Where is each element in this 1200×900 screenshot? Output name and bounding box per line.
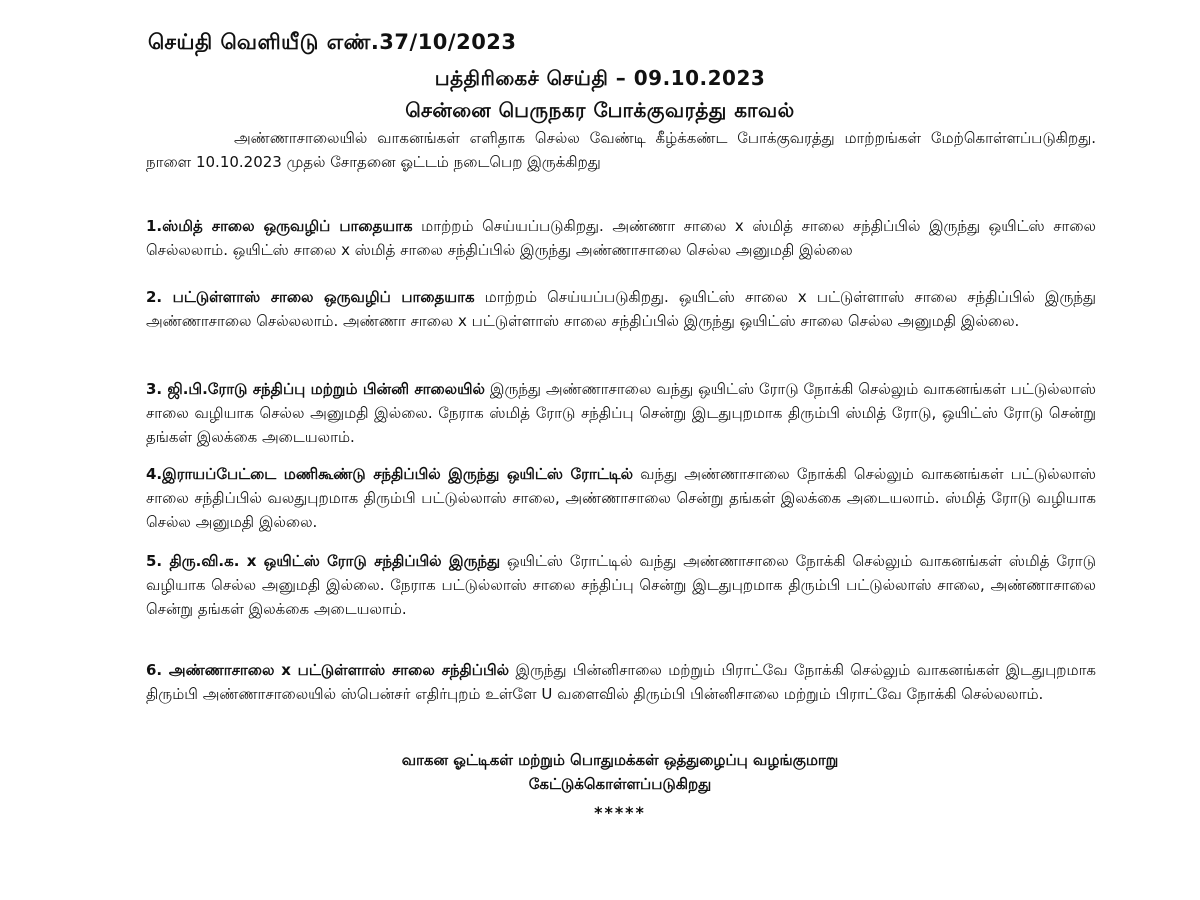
- item-1-lead: 1.ஸ்மித் சாலை ஒருவழிப் பாதையாக: [146, 217, 413, 235]
- release-number: செய்தி வெளியீடு எண்.37/10/2023: [148, 30, 517, 54]
- closing-line-2: கேட்டுக்கொள்ளப்படுகிறது: [528, 775, 712, 793]
- item-6-text: இருந்து பின்னிசாலை மற்றும் பிராட்வே நோக்கி செல்லும் வாகனங்கள் இடதுபுறமாக திரும்பி அண்ணாசாலையில் ஸ்பென்சர் எதிர்புறம் உள்ளே U வளைவில் திரும்பி பின்னிசாலை மற்றும் பிராட்வே நோக்கி செல்லலாம்.: [146, 661, 1097, 703]
- item-1-text: மாற்றம் செய்யப்படுகிறது. அண்ணா சாலை x ஸ்மித் சாலை சந்திப்பில் இருந்து ஒயிட்ஸ் சாலை செல்லலாம். ஒயிட்ஸ் சாலை x ஸ்மித் சாலை சந்திப்பில் இருந்து அண்ணாசாலை செல்ல அனுமதி இல்லை: [146, 217, 1097, 259]
- item-6: [146, 658, 1096, 706]
- intro-paragraph: அண்ணாசாலையில் வாகனங்கள் எளிதாக செல்ல வேண்டி கீழ்க்கண்ட போக்குவரத்து மாற்றங்கள் மேற்கொள்ளப்படுகிறது. நாளை 10.10.2023 முதல் சோதனை ஓட்டம் நடைபெற இருக்கிறது: [146, 129, 1096, 171]
- item-4-text: வந்து அண்ணாசாலை நோக்கி செல்லும் வாகனங்கள் பட்டுல்லாஸ் சாலை சந்திப்பில் வலதுபுறமாக திரும்பி பட்டுல்லாஸ் சாலை, அண்ணாசாலை சென்று தங்கள் இலக்கை அடையலாம். ஸ்மித் ரோடு வழியாக செல்ல அனுமதி இல்லை.: [146, 465, 1096, 531]
- department-heading: சென்னை பெருநகர போக்குவரத்து காவல்: [405, 98, 795, 122]
- item-5-lead: 5. திரு.வி.க. x ஒயிட்ஸ் ரோடு சந்திப்பில் இருந்து: [146, 552, 501, 570]
- item-4-lead: 4.இராயப்பேட்டை மணிகூண்டு சந்திப்பில் இருந்து ஒயிட்ஸ் ரோட்டில்: [146, 465, 634, 483]
- item-3-lead: 3. ஜி.பி.ரோடு சந்திப்பு மற்றும் பின்னி சாலையில்: [146, 380, 485, 398]
- item-2: [146, 285, 1096, 333]
- item-2-lead: 2. பட்டுள்ளாஸ் சாலை ஒருவழிப் பாதையாக: [146, 288, 475, 306]
- item-4: [146, 462, 1096, 534]
- press-release-title: பத்திரிகைச் செய்தி – 09.10.2023: [434, 66, 766, 90]
- item-3: [146, 377, 1096, 449]
- item-5: [146, 549, 1096, 621]
- item-5-text: ஒயிட்ஸ் ரோட்டில் வந்து அண்ணாசாலை நோக்கி செல்லும் வாகனங்கள் ஸ்மித் ரோடு வழியாக செல்ல அனுமதி இல்லை. நேராக பட்டுல்லாஸ் சாலை சந்திப்பு சென்று இடதுபுறமாக திரும்பி பட்டுல்லாஸ் சாலை, அண்ணாசாலை சென்று தங்கள் இலக்கை அடையலாம்.: [146, 552, 1096, 618]
- item-6-lead: 6. அண்ணாசாலை x பட்டுள்ளாஸ் சாலை சந்திப்பில்: [146, 661, 510, 679]
- end-mark: *****: [594, 803, 646, 822]
- item-1: [146, 214, 1096, 262]
- closing-line-1: வாகன ஓட்டிகள் மற்றும் பொதுமக்கள் ஒத்துழைப்பு வழங்குமாறு: [401, 751, 839, 769]
- item-2-text: மாற்றம் செய்யப்படுகிறது. ஒயிட்ஸ் சாலை x பட்டுள்ளாஸ் சாலை சந்திப்பில் இருந்து அண்ணாசாலை செல்லலாம். அண்ணா சாலை x பட்டுள்ளாஸ் சாலை சந்திப்பில் இருந்து ஒயிட்ஸ் சாலை செல்ல அனுமதி இல்லை.: [146, 288, 1096, 330]
- item-3-text: இருந்து அண்ணாசாலை வந்து ஒயிட்ஸ் ரோடு நோக்கி செல்லும் வாகனங்கள் பட்டுல்லாஸ் சாலை வழியாக செல்ல அனுமதி இல்லை. நேராக ஸ்மித் ரோடு சந்திப்பு சென்று இடதுபுறமாக திரும்பி ஸ்மித் ரோடு, ஒயிட்ஸ் ரோடு சென்று தங்கள் இலக்கை அடையலாம்.: [146, 380, 1096, 446]
